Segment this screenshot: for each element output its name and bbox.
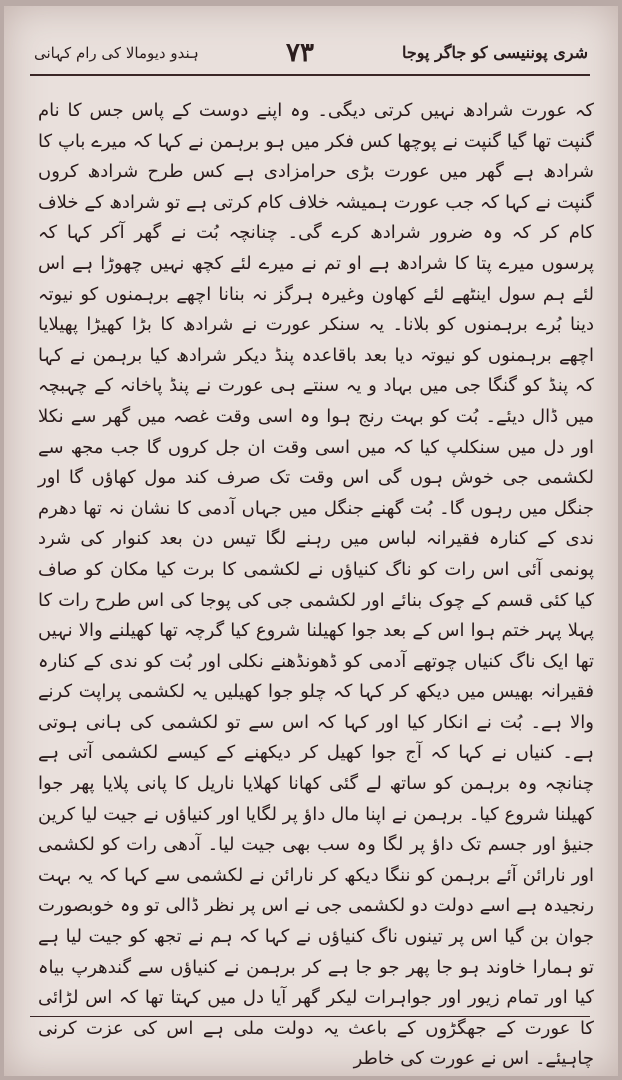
body-text bbox=[38, 96, 594, 1070]
header-rule bbox=[30, 74, 590, 76]
running-title-left: ہندو دیومالا کی رام کہانی bbox=[34, 44, 199, 62]
page-number: ۷۳ bbox=[286, 38, 314, 68]
running-title-right: شری پوننیسی کو جاگر پوجا bbox=[401, 43, 588, 62]
body-paragraph: کہ عورت شرادھ نہیں کرتی دیگی۔ وہ اپنے دوست کے پاس جس کا نام گنپت تھا گیا گنپت نے پوچھا کس فکر میں ہو برہمن نے کہا کہ میرے باپ کا شرادھ ہے گھر میں عورت بڑی حرامزادی ہے کس طرح شرادھ کروں گنپت نے کہا کہ جب عورت ہمیشہ خلاف کام کرتی ہے تو شرادھ کے خلاف کام کر کہ وہ ضرور شرادھ کرے گی۔ چنانچہ بُت نے گھر آکر کہا کہ پرسوں میرے پتا کا شرادھ ہے او تم نے میرے لئے کچھ نہیں چھوڑا ہے اس لئے ہم سول اینٹھے لئے کھاون وغیرہ ہرگز نہ بنانا اچھے برہمنوں کو نیوتہ دینا بُرے برہمنوں کو بلانا۔ یہ سنکر عورت نے شرادھ کا بڑا کھیڑا پھیلایا اچھے برہمنوں کو نیوتہ دیا بعد باقاعدہ پنڈ دیکر شرادھ کیا برہمن نے کہا کہ پنڈ کو گنگا جی میں بہاد و یہ سنتے ہی عورت نے پنڈ پاخانہ کے چہبچہ میں ڈال دیئے۔ بُت کو بہت رنج ہوا وہ اسی وقت غصہ میں گھر سے نکلا اور دل میں سنکلپ کیا کہ میں اسی وقت ان جل کروں گا جب مجھ سے لکشمی جی خوش ہوں گی اس وقت تک صرف کند مول کھاؤں گا اور جنگل میں رہوں گا۔ بُت گھنے جنگل میں جہاں آدمی کا نشان نہ تھا دھرم ندی کے کنارہ فقیرانہ لباس میں رہنے لگا تیس دن بعد کنوار کی شرد پونمی آئی اس رات کو ناگ کنیاؤں نے لکشمی کا برت کیا مکان کو صاف کیا کئی قسم کے چوک بنائے اور لکشمی جی کی پوجا کی اس طرح رات کا پہلا پہر ختم ہوا اس کے بعد جوا کھیلنا شروع کیا گرچہ تھا کھیلنے والا نہیں تھا ایک ناگ کنیاں چوتھے آدمی کو ڈھونڈھنے نکلی اور بُت کو ندی کے کنارہ فقیرانہ بھیس میں دیکھ کر کہا کہ چلو جوا کھیلیں یہ لکشمی پراپت کرنے والا ہے۔ بُت نے انکار کیا اور کہا کہ اس سے تو لکشمی کی ہانی ہوتی ہے۔ کنیاں نے کہا کہ آج جوا کھیل کر دیکھنے کے کیسے لکشمی آتی ہے چنانچہ وہ برہمن کو ساتھ لے گئی کھانا کھلایا ناریل کا پانی پلایا پھر جوا کھیلنا شروع کیا۔ برہمن نے اپنا مال داؤ پر لگایا اور کنیاؤں نے جیت لیا کرین جنیؤ اور جسم تک داؤ پر لگا وہ سب بھی جیت لیا۔ آدھی رات کو لکشمی اور نارائن آئے برہمن کو ننگا دیکھ کر نارائن نے لکشمی سے کہا کہ یہ بہت رنجیدہ ہے اسے دولت دو لکشمی جی نے اس پر نظر ڈالی تو وہ خوبصورت جوان بن گیا اس پر تینوں ناگ کنیاؤں نے کہا کہ ہم نے تجھ کو جیت لیا ہے تو ہمارا خاوند ہو جا پھر جو جا ہے کر برہمن نے کنیاؤں سے گندھرپ بیاہ کیا اور تمام زیور اور جواہرات لیکر گھر آیا دل میں کہتا تھا کہ اس لڑائی کا عورت کے جھگڑوں کے باعث یہ دولت ملی ہے اس کی عزت کرنی چاہیئے۔ اس نے عورت کی خاطر bbox=[38, 100, 594, 1070]
book-page bbox=[4, 6, 618, 1076]
footer-rule bbox=[30, 1016, 590, 1017]
page-header bbox=[4, 36, 618, 70]
